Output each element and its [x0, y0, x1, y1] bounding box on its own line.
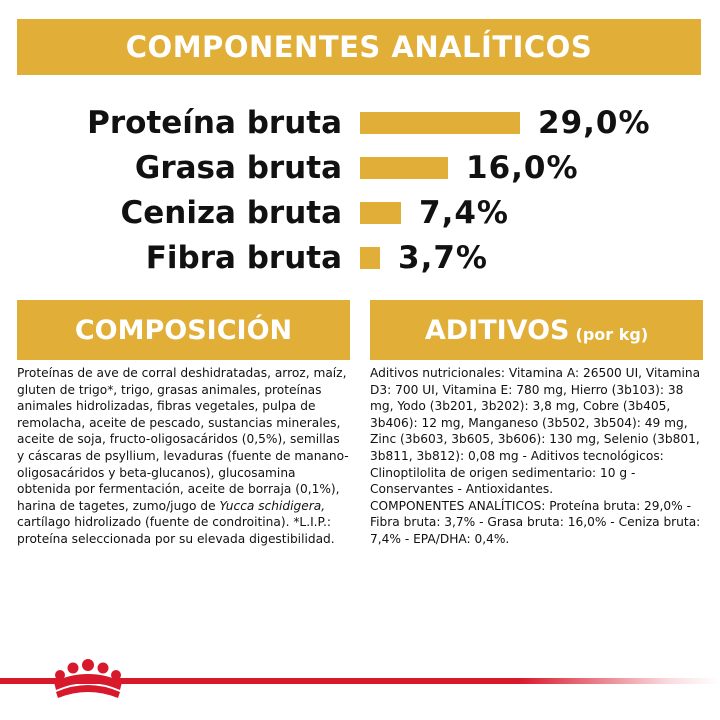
analytics-row-ash [0, 191, 720, 235]
analytics-label: Fibra bruta [145, 240, 342, 276]
composition-text-part: cartílago hidrolizado (fuente de condroitina). *L.I.P.: proteína seleccionada por su elevada digestibilidad. [17, 515, 335, 546]
additives-paragraph: Aditivos nutricionales: Vitamina A: 26500 UI, Vitamina D3: 700 UI, Vitamina E: 780 mg, Hierro (3b103): 38 mg, Yodo (3b201, 3b202): 3,8 mg, Cobre (3b405, 3b406): 12 mg, Manganeso (3b502, 3b504): 49 mg, Zinc (3b603, 3b605, 3b606): 130 mg, Selenio (3b801, 3b811, 3b812): 0,08 mg - Aditivos tecnológicos: Clinoptilolita de origen sedimentario: 10 g - Conservantes - Antioxidantes. [370, 366, 701, 497]
composition-title-banner [17, 300, 350, 360]
analytics-label: Proteína bruta [87, 105, 342, 141]
analytics-value: 16,0% [466, 150, 579, 186]
composition-title: COMPOSICIÓN [74, 314, 293, 346]
analytics-row-fat [0, 146, 720, 190]
analytics-bar [360, 247, 380, 269]
composition-text-part: Proteínas de ave de corral deshidratadas, arroz, maíz, gluten de trigo*, trigo, grasas animales, proteínas animales hidrolizadas, fibras vegetales, pulpa de remolacha, aceite de pescado, sustancias minerales, aceite de soja, fructo-oligosacáridos (0,5%), semillas y cáscaras de psyllium, levaduras (fuente de manano-oligosacáridos y beta-glucanos), glucosamina obtenida por fermentación, aceite de borraja (0,1%), harina de tagetes, zumo/jugo de [17, 366, 349, 513]
composition-text [17, 365, 350, 548]
analytics-bar [360, 157, 448, 179]
analytics-value: 29,0% [538, 105, 651, 141]
analytics-title-banner [17, 19, 701, 75]
analytics-row-protein [0, 101, 720, 145]
analytics-value: 7,4% [419, 195, 509, 231]
analytics-label: Grasa bruta [134, 150, 342, 186]
additives-text [370, 365, 703, 548]
analytics-value: 3,7% [398, 240, 488, 276]
composition-text-italic: Yucca schidigera, [219, 498, 326, 513]
analytics-bar [360, 202, 401, 224]
additives-analytics-paragraph: COMPONENTES ANALÍTICOS: Proteína bruta: 29,0% - Fibra bruta: 3,7% - Grasa bruta: 16,0% - Ceniza bruta: 7,4% - EPA/DHA: 0,4%. [370, 498, 701, 546]
royal-canin-crown-icon [40, 656, 136, 704]
analytics-label: Ceniza bruta [120, 195, 342, 231]
additives-title-suffix: (por kg) [575, 324, 649, 344]
additives-title-banner [370, 300, 703, 360]
analytics-title: COMPONENTES ANALÍTICOS [125, 30, 593, 64]
additives-title: ADITIVOS [424, 314, 570, 346]
analytics-row-fiber [0, 236, 720, 280]
analytics-bar [360, 112, 520, 134]
